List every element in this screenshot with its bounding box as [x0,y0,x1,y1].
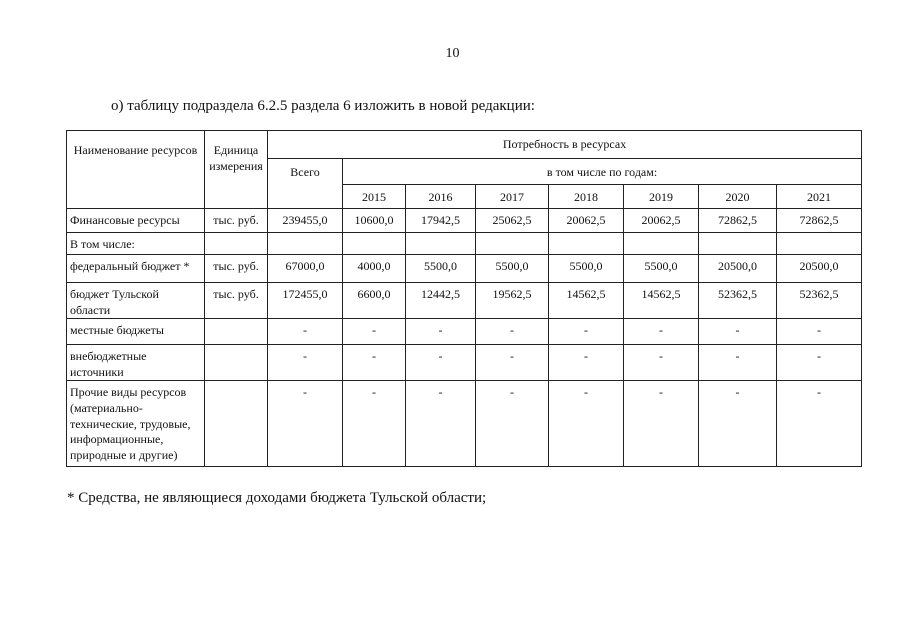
row-value: - [343,319,406,345]
row-value: - [624,381,699,467]
row-unit [205,319,268,345]
row-value: 52362,5 [699,283,777,319]
row-value: - [549,381,624,467]
year-header: 2016 [406,185,476,209]
row-value [699,233,777,255]
header-need: Потребность в ресурсах [268,131,862,159]
row-value: - [699,319,777,345]
row-unit: тыс. руб. [205,255,268,283]
row-value: - [699,345,777,381]
row-value: 17942,5 [406,209,476,233]
row-value [624,233,699,255]
row-value: - [549,345,624,381]
row-name: федеральный бюджет * [67,255,205,283]
row-value: 25062,5 [476,209,549,233]
row-value [777,233,862,255]
footnote: * Средства, не являющиеся доходами бюджета Тульской области; [67,490,487,506]
row-value: 10600,0 [343,209,406,233]
row-value: - [624,319,699,345]
row-total: 239455,0 [268,209,343,233]
row-name: В том числе: [67,233,205,255]
row-value [549,233,624,255]
table-row [67,283,862,319]
row-value [476,233,549,255]
row-value: - [343,345,406,381]
row-value: - [777,345,862,381]
row-unit: тыс. руб. [205,209,268,233]
row-name: Финансовые ресурсы [67,209,205,233]
row-name: внебюджетные источники [67,345,205,381]
row-value: 12442,5 [406,283,476,319]
page-number: 10 [445,46,460,61]
table-row [67,381,862,467]
row-total: - [268,319,343,345]
row-unit: тыс. руб. [205,283,268,319]
row-value: 5500,0 [406,255,476,283]
header-unit: Единица измерения [205,131,268,209]
row-total: 67000,0 [268,255,343,283]
row-value: - [406,381,476,467]
row-value: - [476,345,549,381]
row-value: - [624,345,699,381]
row-value: - [777,381,862,467]
row-name: бюджет Тульской области [67,283,205,319]
row-value: - [699,381,777,467]
row-value: - [343,381,406,467]
row-value: - [406,319,476,345]
header-by-year: в том числе по годам: [343,159,862,185]
row-value: 6600,0 [343,283,406,319]
intro-text: о) таблицу подраздела 6.2.5 раздела 6 изложить в новой редакции: [111,98,535,114]
row-total: - [268,381,343,467]
row-value [343,233,406,255]
row-value: 14562,5 [549,283,624,319]
year-header: 2019 [624,185,699,209]
row-total [268,233,343,255]
row-unit [205,233,268,255]
table-row [67,345,862,381]
row-total: - [268,345,343,381]
year-header: 2020 [699,185,777,209]
row-value: 5500,0 [549,255,624,283]
row-value: 5500,0 [624,255,699,283]
row-name: местные бюджеты [67,319,205,345]
row-value: - [476,381,549,467]
row-value: - [476,319,549,345]
row-value: 5500,0 [476,255,549,283]
row-value: 72862,5 [699,209,777,233]
year-header: 2018 [549,185,624,209]
resources-table [66,130,862,467]
row-value: 14562,5 [624,283,699,319]
row-unit [205,381,268,467]
header-total: Всего [268,159,343,209]
row-value: 20500,0 [777,255,862,283]
table-row [67,209,862,233]
row-value: 4000,0 [343,255,406,283]
header-name: Наименование ресурсов [67,131,205,209]
row-total: 172455,0 [268,283,343,319]
row-name: Прочие виды ресурсов (материально-технические, трудовые, информационные, природные и другие) [67,381,205,467]
year-header: 2017 [476,185,549,209]
table-row [67,319,862,345]
year-header: 2015 [343,185,406,209]
row-value: - [406,345,476,381]
table-row [67,255,862,283]
year-header: 2021 [777,185,862,209]
table-row [67,233,862,255]
row-value: 20062,5 [549,209,624,233]
row-value: 19562,5 [476,283,549,319]
row-value: 52362,5 [777,283,862,319]
row-value: 20500,0 [699,255,777,283]
row-value: 20062,5 [624,209,699,233]
row-value: - [777,319,862,345]
row-value [406,233,476,255]
row-value: 72862,5 [777,209,862,233]
row-value: - [549,319,624,345]
row-unit [205,345,268,381]
